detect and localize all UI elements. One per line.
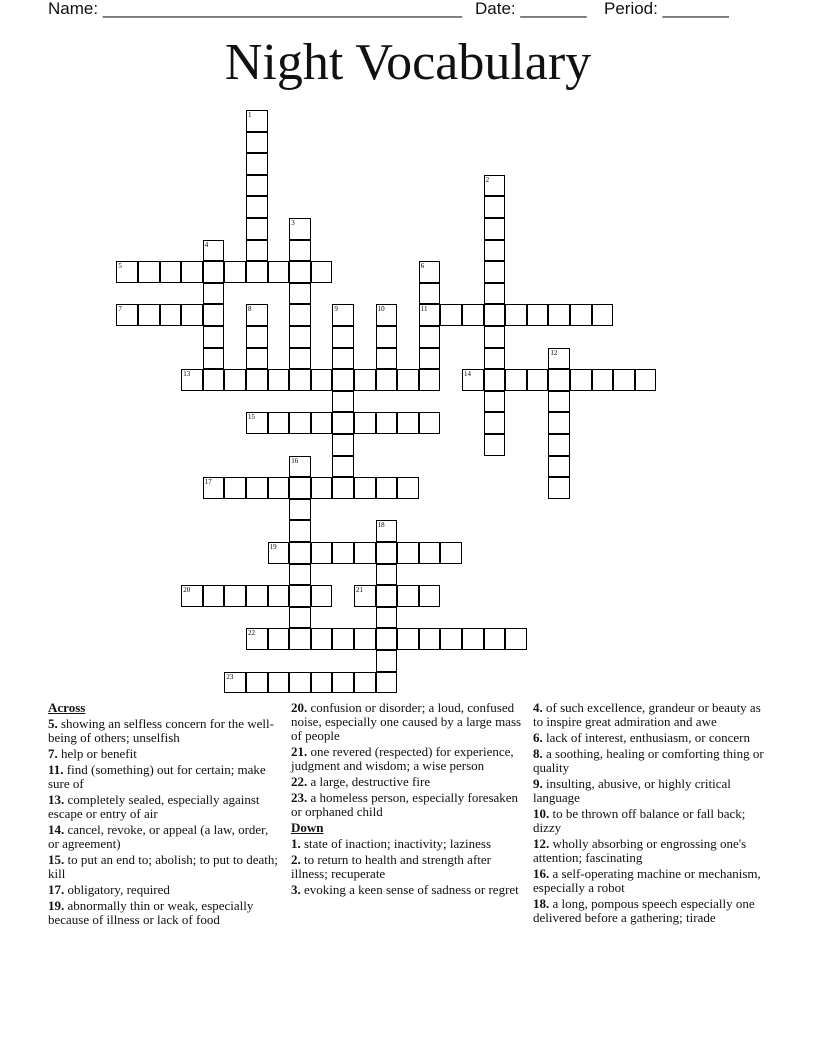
- clue-number: 20: [183, 586, 191, 595]
- grid-cell[interactable]: [332, 326, 354, 348]
- clue-item: [48, 853, 278, 881]
- grid-cell[interactable]: [246, 672, 268, 694]
- grid-cell[interactable]: [376, 564, 398, 586]
- clue-text: to return to health and strength after illness; recuperate: [291, 852, 491, 881]
- clue-number-label: 15.: [48, 852, 65, 867]
- grid-cell[interactable]: [289, 564, 311, 586]
- clue-text: obligatory, required: [67, 882, 170, 897]
- grid-cell[interactable]: [376, 520, 398, 542]
- clue-number: 22: [248, 629, 255, 638]
- grid-cell[interactable]: [484, 283, 506, 305]
- grid-cell[interactable]: [289, 218, 311, 240]
- grid-cell[interactable]: [397, 412, 419, 434]
- clue-item: [48, 823, 278, 851]
- clue-number: 18: [377, 521, 385, 530]
- clue-item: [291, 745, 523, 773]
- clue-text: lack of interest, enthusiasm, or concern: [546, 730, 750, 745]
- grid-cell[interactable]: [332, 369, 354, 391]
- clue-item: [48, 763, 278, 791]
- grid-cell[interactable]: [376, 369, 398, 391]
- grid-cell[interactable]: [397, 585, 419, 607]
- grid-cell[interactable]: [289, 369, 311, 391]
- clue-item: [533, 701, 765, 729]
- clue-number-label: 3.: [291, 882, 301, 897]
- clue-text: a soothing, healing or comforting thing or quality: [533, 746, 764, 775]
- clue-number: 17: [204, 478, 212, 487]
- grid-cell[interactable]: [484, 240, 506, 262]
- grid-cell[interactable]: [484, 348, 506, 370]
- clue-number-label: 2.: [291, 852, 301, 867]
- grid-cell[interactable]: [354, 412, 376, 434]
- grid-cell[interactable]: [397, 628, 419, 650]
- grid-cell[interactable]: [289, 520, 311, 542]
- grid-cell[interactable]: [548, 456, 570, 478]
- clue-text: find (something) out for certain; make sure of: [48, 762, 266, 791]
- grid-cell[interactable]: [311, 369, 333, 391]
- clue-text: cancel, revoke, or appeal (a law, order, or agreement): [48, 822, 269, 851]
- clue-item: [48, 883, 278, 897]
- grid-cell[interactable]: [311, 672, 333, 694]
- grid-cell[interactable]: [505, 369, 527, 391]
- grid-cell[interactable]: [268, 585, 290, 607]
- grid-cell[interactable]: [289, 456, 311, 478]
- clue-column-1: [48, 701, 278, 929]
- clue-number-label: 6.: [533, 730, 543, 745]
- grid-cell[interactable]: [332, 391, 354, 413]
- clue-number-label: 13.: [48, 792, 65, 807]
- clue-number-label: 18.: [533, 896, 550, 911]
- grid-cell[interactable]: [246, 628, 268, 650]
- clue-number: 15: [248, 413, 255, 422]
- grid-cell[interactable]: [289, 628, 311, 650]
- grid-cell[interactable]: [246, 175, 268, 197]
- name-label: Name:: [48, 0, 99, 18]
- grid-cell[interactable]: [311, 261, 333, 283]
- clue-number: 4: [204, 240, 209, 249]
- clue-number-label: 21.: [291, 744, 308, 759]
- grid-cell[interactable]: [268, 412, 290, 434]
- grid-cell[interactable]: [246, 369, 268, 391]
- grid-cell[interactable]: [592, 369, 614, 391]
- grid-cell[interactable]: [203, 240, 225, 262]
- grid-cell[interactable]: [419, 628, 441, 650]
- clue-item: [533, 777, 765, 805]
- grid-cell[interactable]: [613, 369, 635, 391]
- grid-cell[interactable]: [311, 628, 333, 650]
- clue-item: [533, 731, 765, 745]
- grid-cell[interactable]: [419, 261, 441, 283]
- grid-cell[interactable]: [484, 326, 506, 348]
- grid-cell[interactable]: [311, 542, 333, 564]
- clue-text: a large, destructive fire: [310, 774, 431, 789]
- grid-cell[interactable]: [268, 542, 290, 564]
- grid-cell[interactable]: [484, 196, 506, 218]
- grid-cell[interactable]: [246, 304, 268, 326]
- grid-cell[interactable]: [376, 585, 398, 607]
- grid-cell[interactable]: [527, 304, 549, 326]
- clue-number-label: 14.: [48, 822, 65, 837]
- clue-number-label: 23.: [291, 790, 308, 805]
- page-title: Night Vocabulary: [224, 34, 592, 91]
- grid-cell[interactable]: [354, 369, 376, 391]
- grid-cell[interactable]: [419, 348, 441, 370]
- grid-cell[interactable]: [224, 585, 246, 607]
- clue-text: a self-operating machine or mechanism, especially a robot: [533, 866, 761, 895]
- grid-cell[interactable]: [419, 585, 441, 607]
- clue-item: [48, 899, 278, 927]
- grid-cell[interactable]: [376, 672, 398, 694]
- clue-item: [48, 747, 278, 761]
- grid-cell[interactable]: [289, 240, 311, 262]
- grid-cell[interactable]: [419, 412, 441, 434]
- grid-cell[interactable]: [548, 412, 570, 434]
- grid-cell[interactable]: [484, 434, 506, 456]
- grid-cell[interactable]: [224, 261, 246, 283]
- clue-text: to put an end to; abolish; to put to death; kill: [48, 852, 279, 881]
- grid-cell[interactable]: [505, 628, 527, 650]
- clue-number-label: 19.: [48, 898, 65, 913]
- grid-cell[interactable]: [116, 261, 138, 283]
- grid-cell[interactable]: [376, 304, 398, 326]
- grid-cell[interactable]: [332, 434, 354, 456]
- clue-item: [291, 883, 523, 897]
- grid-cell[interactable]: [332, 628, 354, 650]
- clue-text: wholly absorbing or engrossing one's attention; fascinating: [533, 836, 747, 865]
- clue-number: 10: [377, 305, 385, 314]
- clue-item: [533, 807, 765, 835]
- clue-item: [291, 701, 523, 743]
- clue-number: 6: [420, 262, 425, 271]
- clue-number-label: 16.: [533, 866, 550, 881]
- clue-item: [291, 775, 523, 789]
- grid-cell[interactable]: [397, 369, 419, 391]
- grid-cell[interactable]: [246, 326, 268, 348]
- grid-cell[interactable]: [181, 261, 203, 283]
- clue-text: one revered (respected) for experience, judgment and wisdom; a wise person: [291, 744, 514, 773]
- grid-cell[interactable]: [203, 369, 225, 391]
- grid-cell[interactable]: [246, 132, 268, 154]
- clue-text: of such excellence, grandeur or beauty as to inspire great admiration and awe: [533, 700, 761, 729]
- clue-number: 5: [118, 262, 122, 271]
- clue-number: 12: [550, 348, 558, 357]
- grid-cell[interactable]: [181, 585, 203, 607]
- grid-cell[interactable]: [419, 326, 441, 348]
- clue-number-label: 9.: [533, 776, 543, 791]
- clue-number: 13: [183, 370, 191, 379]
- clue-item: [48, 717, 278, 745]
- grid-cell[interactable]: [246, 240, 268, 262]
- clue-number: 19: [269, 543, 277, 551]
- grid-cell[interactable]: [354, 477, 376, 499]
- grid-cell[interactable]: [484, 628, 506, 650]
- grid-cell[interactable]: [462, 628, 484, 650]
- grid-cell[interactable]: [246, 218, 268, 240]
- grid-cell[interactable]: [246, 110, 268, 132]
- clue-number: 2: [485, 175, 490, 184]
- grid-cell[interactable]: [548, 391, 570, 413]
- grid-cell[interactable]: [332, 304, 354, 326]
- grid-cell[interactable]: [419, 283, 441, 305]
- period-blank[interactable]: _______: [662, 0, 729, 18]
- grid-cell[interactable]: [289, 261, 311, 283]
- grid-cell[interactable]: [224, 369, 246, 391]
- clue-item: [533, 747, 765, 775]
- grid-cell[interactable]: [203, 477, 225, 499]
- grid-cell[interactable]: [376, 412, 398, 434]
- clue-number-label: 22.: [291, 774, 308, 789]
- clue-number: 1: [248, 111, 252, 119]
- grid-cell[interactable]: [160, 304, 182, 326]
- grid-cell[interactable]: [332, 672, 354, 694]
- clue-number: 11: [420, 305, 428, 314]
- clue-text: to be thrown off balance or fall back; dizzy: [533, 806, 746, 835]
- grid-cell[interactable]: [376, 542, 398, 564]
- grid-cell[interactable]: [419, 304, 441, 326]
- grid-cell[interactable]: [505, 304, 527, 326]
- clue-text: completely sealed, especially against escape or entry of air: [48, 792, 260, 821]
- grid-cell[interactable]: [440, 304, 462, 326]
- clue-text: evoking a keen sense of sadness or regret: [304, 882, 519, 897]
- grid-cell[interactable]: [268, 261, 290, 283]
- grid-cell[interactable]: [484, 261, 506, 283]
- grid-cell[interactable]: [268, 628, 290, 650]
- grid-cell[interactable]: [289, 326, 311, 348]
- grid-cell[interactable]: [268, 369, 290, 391]
- clue-number: 9: [334, 305, 338, 314]
- clue-text: showing an selfless concern for the well-being of others; unselfish: [48, 716, 274, 745]
- grid-cell[interactable]: [289, 477, 311, 499]
- grid-cell[interactable]: [203, 585, 225, 607]
- clue-number: 7: [118, 305, 122, 314]
- grid-cell[interactable]: [203, 283, 225, 305]
- grid-cell[interactable]: [484, 369, 506, 391]
- grid-cell[interactable]: [289, 607, 311, 629]
- date-label: Date:: [475, 0, 516, 18]
- grid-cell[interactable]: [462, 369, 484, 391]
- grid-cell[interactable]: [376, 607, 398, 629]
- grid-cell[interactable]: [484, 218, 506, 240]
- clue-item: [291, 791, 523, 819]
- grid-cell[interactable]: [548, 369, 570, 391]
- clue-number: 8: [248, 305, 252, 314]
- grid-cell[interactable]: [203, 304, 225, 326]
- grid-cell[interactable]: [548, 434, 570, 456]
- grid-cell[interactable]: [289, 499, 311, 521]
- grid-cell[interactable]: [289, 283, 311, 305]
- clue-number: 3: [291, 219, 295, 227]
- clue-text: insulting, abusive, or highly critical language: [533, 776, 731, 805]
- clue-text: a long, pompous speech especially one delivered before a gathering; tirade: [533, 896, 755, 925]
- grid-cell[interactable]: [289, 412, 311, 434]
- grid-cell[interactable]: [246, 153, 268, 175]
- grid-cell[interactable]: [224, 672, 246, 694]
- grid-cell[interactable]: [116, 304, 138, 326]
- grid-cell[interactable]: [376, 650, 398, 672]
- grid-cell[interactable]: [311, 412, 333, 434]
- clue-column-3: [533, 701, 765, 927]
- grid-cell[interactable]: [354, 585, 376, 607]
- grid-cell[interactable]: [419, 369, 441, 391]
- clue-number: 21: [356, 586, 363, 595]
- grid-cell[interactable]: [246, 196, 268, 218]
- grid-cell[interactable]: [289, 304, 311, 326]
- grid-cell[interactable]: [397, 542, 419, 564]
- clue-item: [533, 867, 765, 895]
- grid-cell[interactable]: [332, 412, 354, 434]
- grid-cell[interactable]: [138, 304, 160, 326]
- grid-cell[interactable]: [419, 542, 441, 564]
- grid-cell[interactable]: [484, 391, 506, 413]
- grid-cell[interactable]: [462, 304, 484, 326]
- grid-cell[interactable]: [289, 585, 311, 607]
- grid-cell[interactable]: [289, 542, 311, 564]
- grid-cell[interactable]: [246, 412, 268, 434]
- down-heading: Down: [291, 820, 324, 835]
- clue-number-label: 4.: [533, 700, 543, 715]
- grid-cell[interactable]: [376, 348, 398, 370]
- name-blank[interactable]: ______________________________________: [102, 0, 463, 18]
- clue-number-label: 12.: [533, 836, 550, 851]
- period-label: Period:: [604, 0, 658, 18]
- grid-cell[interactable]: [354, 628, 376, 650]
- grid-cell[interactable]: [376, 628, 398, 650]
- clue-text: abnormally thin or weak, especially because of illness or lack of food: [48, 898, 254, 927]
- grid-cell[interactable]: [354, 672, 376, 694]
- grid-cell[interactable]: [160, 261, 182, 283]
- clue-text: a homeless person, especially foresaken or orphaned child: [291, 790, 519, 819]
- grid-cell[interactable]: [484, 304, 506, 326]
- grid-cell[interactable]: [289, 348, 311, 370]
- grid-cell[interactable]: [203, 261, 225, 283]
- grid-cell[interactable]: [484, 175, 506, 197]
- grid-cell[interactable]: [354, 542, 376, 564]
- grid-cell[interactable]: [484, 412, 506, 434]
- clue-number-label: 5.: [48, 716, 58, 731]
- clue-text: state of inaction; inactivity; laziness: [304, 836, 492, 851]
- grid-cell[interactable]: [246, 348, 268, 370]
- grid-cell[interactable]: [548, 477, 570, 499]
- clue-number-label: 1.: [291, 836, 301, 851]
- grid-cell[interactable]: [527, 369, 549, 391]
- grid-cell[interactable]: [440, 628, 462, 650]
- grid-cell[interactable]: [311, 477, 333, 499]
- clue-number-label: 20.: [291, 700, 308, 715]
- grid-cell[interactable]: [138, 261, 160, 283]
- grid-cell[interactable]: [224, 477, 246, 499]
- grid-cell[interactable]: [570, 304, 592, 326]
- across-heading: Across: [48, 700, 86, 715]
- clue-number: 14: [464, 370, 471, 379]
- grid-cell[interactable]: [203, 348, 225, 370]
- grid-cell[interactable]: [397, 477, 419, 499]
- clue-number-label: 11.: [48, 762, 64, 777]
- grid-cell[interactable]: [289, 672, 311, 694]
- clue-item: [291, 837, 523, 851]
- grid-cell[interactable]: [635, 369, 657, 391]
- grid-cell[interactable]: [440, 542, 462, 564]
- grid-cell[interactable]: [311, 585, 333, 607]
- grid-cell[interactable]: [332, 477, 354, 499]
- grid-cell[interactable]: [268, 477, 290, 499]
- clue-text: confusion or disorder; a loud, confused noise, especially one caused by a large mass of people: [291, 700, 522, 743]
- clue-number-label: 10.: [533, 806, 550, 821]
- grid-cell[interactable]: [570, 369, 592, 391]
- grid-cell[interactable]: [181, 304, 203, 326]
- clue-column-2: [291, 701, 523, 899]
- clue-item: [533, 897, 765, 925]
- grid-cell[interactable]: [246, 585, 268, 607]
- date-blank[interactable]: _______: [520, 0, 587, 18]
- clue-item: [48, 793, 278, 821]
- grid-cell[interactable]: [268, 672, 290, 694]
- grid-cell[interactable]: [376, 477, 398, 499]
- grid-cell[interactable]: [332, 542, 354, 564]
- clue-number-label: 7.: [48, 746, 58, 761]
- grid-cell[interactable]: [246, 477, 268, 499]
- clue-number-label: 8.: [533, 746, 543, 761]
- grid-cell[interactable]: [548, 348, 570, 370]
- grid-cell[interactable]: [246, 261, 268, 283]
- clue-item: [291, 853, 523, 881]
- grid-cell[interactable]: [592, 304, 614, 326]
- grid-cell[interactable]: [548, 304, 570, 326]
- grid-cell[interactable]: [203, 326, 225, 348]
- grid-cell[interactable]: [332, 348, 354, 370]
- clue-number: 23: [226, 672, 234, 681]
- clue-text: help or benefit: [61, 746, 137, 761]
- grid-cell[interactable]: [376, 326, 398, 348]
- clue-item: [533, 837, 765, 865]
- clue-number: 16: [291, 456, 299, 465]
- grid-cell[interactable]: [332, 456, 354, 478]
- clue-number-label: 17.: [48, 882, 65, 897]
- grid-cell[interactable]: [181, 369, 203, 391]
